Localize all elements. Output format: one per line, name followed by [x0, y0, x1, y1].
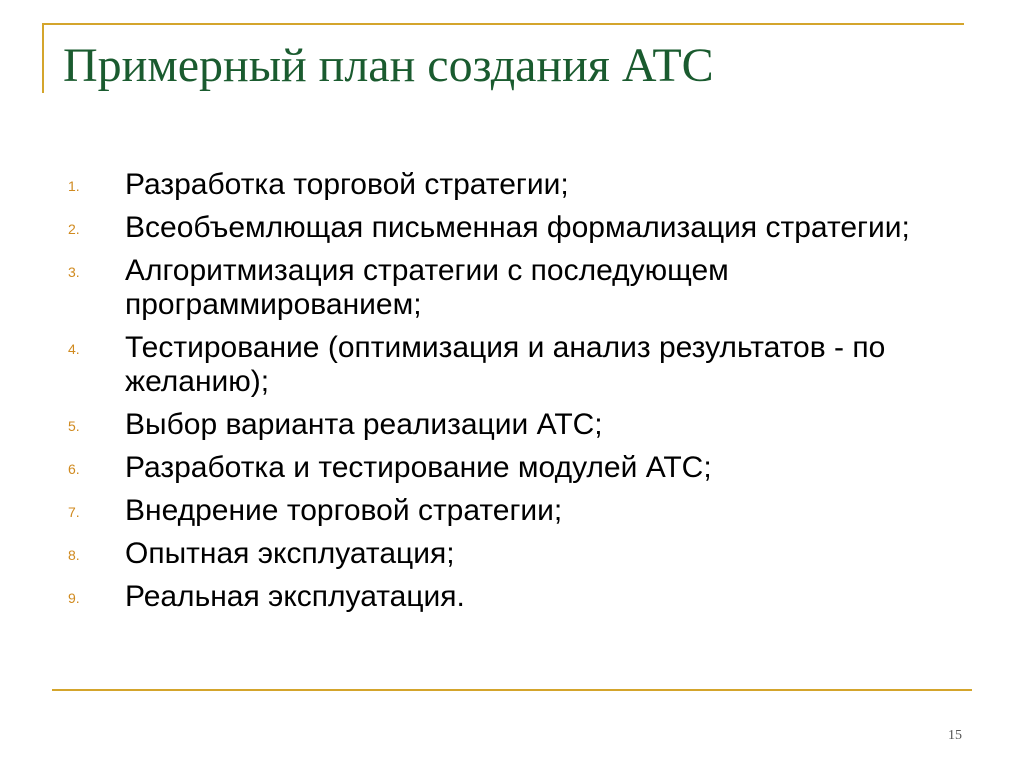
list-item [68, 580, 928, 614]
list-item-number: 5. [68, 418, 80, 434]
list-item-text: Внедрение торговой стратегии; [125, 494, 563, 527]
list-item-number: 2. [68, 221, 80, 237]
list-item [68, 254, 928, 322]
list-item-number: 9. [68, 590, 80, 606]
list-item-text: Реальная эксплуатация. [125, 580, 465, 613]
list-item-text: Разработка торговой стратегии; [125, 168, 569, 201]
list-item-number: 3. [68, 264, 80, 280]
list-item [68, 494, 928, 528]
list-item [68, 451, 928, 485]
plan-list [68, 168, 928, 623]
list-item-text: Алгоритмизация стратегии с последующем программированием; [125, 254, 729, 321]
list-item-number: 4. [68, 341, 80, 357]
slide-title: Примерный план создания АТС [63, 39, 714, 92]
list-item-text: Выбор варианта реализации АТС; [125, 408, 603, 441]
frame-left-line [42, 23, 44, 93]
list-item-number: 7. [68, 504, 80, 520]
list-item [68, 211, 928, 245]
list-item-number: 1. [68, 178, 80, 194]
list-item [68, 168, 928, 202]
list-item-text: Опытная эксплуатация; [125, 537, 455, 570]
frame-top-line [42, 23, 964, 25]
footer-divider [52, 689, 972, 691]
list-item-text: Разработка и тестирование модулей АТС; [125, 451, 712, 484]
list-item [68, 331, 928, 399]
list-item-text: Всеобъемлющая письменная формализация стратегии; [125, 211, 910, 244]
list-item-text: Тестирование (оптимизация и анализ результатов - по желанию); [125, 331, 886, 398]
list-item-number: 6. [68, 461, 80, 477]
list-item [68, 408, 928, 442]
page-number: 15 [948, 728, 962, 743]
list-item-number: 8. [68, 547, 80, 563]
list-item [68, 537, 928, 571]
